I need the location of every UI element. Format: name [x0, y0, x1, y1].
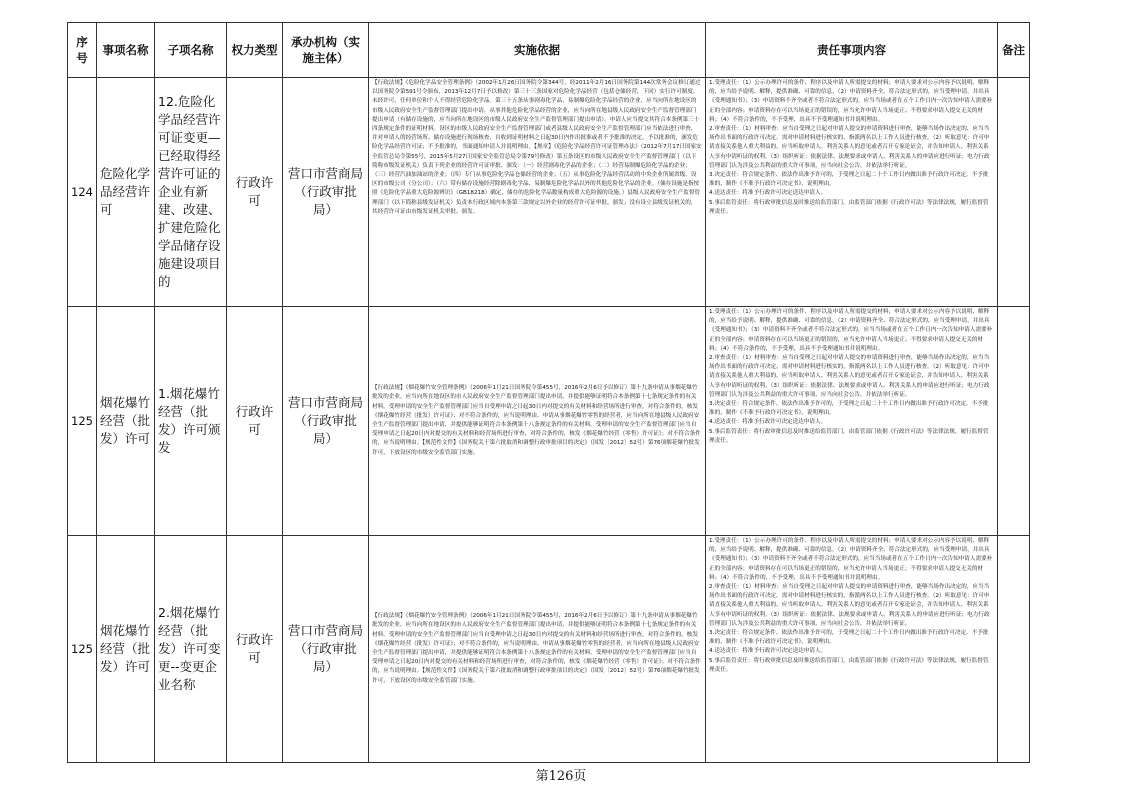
header-power-type: 权力类型: [227, 23, 283, 78]
resp-text: 1.受理责任：（1）公示办理许可的条件、程序以及申请人所需提交的材料；申请人要求对公示内容予以说明、解释的，应当给予说明、解释，提供准确、可靠的信息。（2）申请资料齐全、符合法定形式的，应当受理申请，并出具《受理通知书》；（3）申请资料不齐全或者不符合法定形式的，应当当场或者在五个工作日内一次告知申请人需要补正的全部内容；申请资料存在可以当场更正的错误的，应当允许申请人当场更正；不得要求申请人提交无关的材料；（4）不符合条件的，不予受理，出具不予受理通知书并说明理由。 2.审查责任：（1）材料审查：应当自受理之日起对申请人提交的申请资料进行审查，能够当场作出决定的，应当当场作出书面的行政许可决定。需对申请材料进行核实的，指派两名以上工作人员进行核查。（2）听取意见：许可申请直接关系他人重大利益的，应当听取申请人、利害关系人的意见或者召开专家论证会，并告知申请人、利害关系人享有申请听证的权利。（3）组织听证：依据法律、法规要求或申请人、利害关系人的申请应进行听证；电力行政管理部门认为涉及公共利益的重大许可事项，应当向社会公告，并依法举行听证。 3.决定责任：符合规定条件、依法作出准予许可的，于受理之日起二十个工作日内做出准予行政许可决定。不予批准的，制作《不准予行政许可决定书》，说明理由。 4.送达责任：将准予行政许可决定送达申请人。 5.事后监管责任：将行政审批信息及时推送给监管部门，由监管部门依据《行政许可法》等法律法规，履行监督管理责任。: [709, 80, 993, 215]
cell-seq: 124: [68, 78, 97, 307]
basis-text: 【行政法规】《危险化学品安全管理条例》（2002年1月26日国务院令第344号，经2011年2月16日国务院第144次常务会议修订通过以国务院令第591号令颁布，2013年12月7日予以修改）第三十三条国家对危险化学品经营（包括仓储经营，下同）实行许可制度。未经许可，任何单位和个人不得经营危险化学品。第三十五条从事剧毒化学品、易制爆危险化学品经营的企业，应当向所在地设区的市级人民政府安全生产监督管理部门提出申请，从事其他危险化学品经营的企业，应当向所在地县级人民政府安全生产监督管理部门提出申请（有储存设施的，应当向所在地设区的市级人民政府安全生产监督管理部门提出申请）。申请人应当提交其符合本条例第三十四条规定条件的证明材料。设区的市级人民政府安全生产监督管理部门或者县级人民政府安全生产监督管理部门应当依法进行审查，并对申请人的经营场所、储存设施进行现场核查，自收到证明材料之日起30日内作出批准或者不予批准的决定。予以批准的，颁发危险化学品经营许可证；不予批准的，书面通知申请人并说明理由。【规章】《危险化学品经营许可证管理办法》（2012年7月17日国家安全监管总局令第55号，2015年5月27日国家安全监管总局令第79号修改）第五条设区的市级人民政府安全生产监督管理部门（以下简称市级发证机关）负责下列企业的经营许可证审批、颁发：（一）经营剧毒化学品的企业；（二）经营易制爆危险化学品的企业；（三）经营汽油加油站的企业；（四）专门从事危险化学品仓储经营的企业；（五）从事危险化学品经营活动的中央企业所属省级、设区的市级公司（分公司）；（六）带有储存设施经营除剧毒化学品、易制爆危险化学品以外的其他危险化学品的企业。（储存设施是指按照《危险化学品重大危险源辨识》（GB18218）确定，储存的危险化学品数量构成重大危险源的设施。）县级人民政府安全生产监督管理部门（以下简称县级发证机关）负责本行政区域内本条第三款规定以外企业的经营许可证审批、颁发；没有设立县级发证机关的，其经营许可证由市级发证机关审批、颁发。: [372, 80, 702, 215]
table-row: [68, 307, 1030, 536]
cell-power-type: 行政许可: [227, 307, 283, 536]
cell-resp: [706, 536, 998, 763]
cell-item-name: 烟花爆竹经营（批发）许可: [97, 536, 155, 763]
resp-text: 1.受理责任：（1）公示办理许可的条件、程序以及申请人所需提交的材料；申请人要求对公示内容予以说明、解释的，应当给予说明、解释，提供准确、可靠的信息。（2）申请资料齐全、符合法定形式的，应当受理申请，并出具《受理通知书》；（3）申请资料不齐全或者不符合法定形式的，应当当场或者在五个工作日内一次告知申请人需要补正的全部内容；申请资料存在可以当场更正的错误的，应当允许申请人当场更正；不得要求申请人提交无关的材料；（4）不符合条件的，不予受理，出具不予受理通知书并说明理由。 2.审查责任：（1）材料审查：应当自受理之日起对申请人提交的申请资料进行审查，能够当场作出决定的，应当当场作出书面的行政许可决定。需对申请材料进行核实的，指派两名以上工作人员进行核查。（2）听取意见：许可申请直接关系他人重大利益的，应当听取申请人、利害关系人的意见或者召开专家论证会，并告知申请人、利害关系人享有申请听证的权利。（3）组织听证：依据法律、法规要求或申请人、利害关系人的申请应进行听证；电力行政管理部门认为涉及公共利益的重大许可事项，应当向社会公告，并依法举行听证。 3.决定责任：符合规定条件、依法作出准予许可的，于受理之日起二十个工作日内做出准予行政许可决定。不予批准的，制作《不准予行政许可决定书》，说明理由。 4.送达责任：将准予行政许可决定送达申请人。 5.事后监管责任：将行政审批信息及时推送给监管部门，由监管部门依据《行政许可法》等法律法规，履行监督管理责任。: [709, 538, 993, 673]
table-header-row: [68, 23, 1030, 78]
cell-seq: 125: [68, 536, 97, 763]
cell-note: [998, 536, 1030, 763]
header-basis: 实施依据: [369, 23, 706, 78]
table-row: [68, 78, 1030, 307]
cell-sub-name: 2.烟花爆竹经营（批发）许可变更--变更企业名称: [155, 536, 227, 763]
header-org: 承办机构（实施主体）: [283, 23, 369, 78]
cell-org: 营口市营商局（行政审批局）: [283, 536, 369, 763]
page-number: 第126页: [535, 769, 587, 784]
cell-item-name: 危险化学品经营许可: [97, 78, 155, 307]
resp-text: 1.受理责任：（1）公示办理许可的条件、程序以及申请人所需提交的材料；申请人要求对公示内容予以说明、解释的，应当给予说明、解释，提供准确、可靠的信息。（2）申请资料齐全、符合法定形式的，应当受理申请，并出具《受理通知书》；（3）申请资料不齐全或者不符合法定形式的，应当当场或者在五个工作日内一次告知申请人需要补正的全部内容；申请资料存在可以当场更正的错误的，应当允许申请人当场更正；不得要求申请人提交无关的材料；（4）不符合条件的，不予受理，出具不予受理通知书并说明理由。 2.审查责任：（1）材料审查：应当自受理之日起对申请人提交的申请资料进行审查，能够当场作出决定的，应当当场作出书面的行政许可决定。需对申请材料进行核实的，指派两名以上工作人员进行核查。（2）听取意见：许可申请直接关系他人重大利益的，应当听取申请人、利害关系人的意见或者召开专家论证会，并告知申请人、利害关系人享有申请听证的权利。（3）组织听证：依据法律、法规要求或申请人、利害关系人的申请应进行听证；电力行政管理部门认为涉及公共利益的重大许可事项，应当向社会公告，并依法举行听证。 3.决定责任：符合规定条件、依法作出准予许可的，于受理之日起二十个工作日内做出准予行政许可决定。不予批准的，制作《不准予行政许可决定书》，说明理由。 4.送达责任：将准予行政许可决定送达申请人。 5.事后监管责任：将行政审批信息及时推送给监管部门，由监管部门依据《行政许可法》等法律法规，履行监督管理责任。: [709, 309, 993, 444]
header-sub-name: 子项名称: [155, 23, 227, 78]
header-item-name: 事项名称: [97, 23, 155, 78]
cell-note: [998, 307, 1030, 536]
cell-item-name: 烟花爆竹经营（批发）许可: [97, 307, 155, 536]
header-note: 备注: [998, 23, 1030, 78]
cell-org: 营口市营商局（行政审批局）: [283, 307, 369, 536]
cell-note: [998, 78, 1030, 307]
cell-org: 营口市营商局（行政审批局）: [283, 78, 369, 307]
cell-seq: 125: [68, 307, 97, 536]
basis-text: 【行政法规】《烟花爆竹安全管理条例》（2006年1月21日国务院令第455号，2016年2月6日予以修订）第十九条申请从事烟花爆竹批发的企业，应当向所在地设区的市人民政府安全生产监督管理部门提出申请，并提供能够证明符合本条例第十七条规定条件的有关材料。受理申请的安全生产监督管理部门应当自受理申请之日起30日内对提交的有关材料和经营场所进行审查，对符合条件的，核发《烟花爆竹经营（批发）许可证》；对不符合条件的，应当说明理由。申请从事烟花爆竹零售的经营者，应当向所在地县级人民政府安全生产监督管理部门提出申请，并提供能够证明符合本条例第十八条规定条件的有关材料。受理申请的安全生产监督管理部门应当自受理申请之日起20日内对提交的有关材料和经营场所进行审查，对符合条件的，核发《烟花爆竹经营（零售）许可证》；对不符合条件的，应当说明理由。【规范性文件】《国务院关于第六批取消和调整行政审批项目的决定》（国发〔2012〕52号）第76项烟花爆竹批发许可，下放设区的市级安全监管部门实施。: [372, 385, 701, 456]
cell-power-type: 行政许可: [227, 536, 283, 763]
header-seq: 序号: [68, 23, 97, 78]
cell-basis: [369, 78, 706, 307]
cell-resp: [706, 78, 998, 307]
cell-resp: [706, 307, 998, 536]
cell-basis: [369, 307, 706, 536]
cell-basis: [369, 536, 706, 763]
table-row: [68, 536, 1030, 763]
cell-sub-name: 12.危险化学品经营许可证变更—已经取得经营许可证的企业有新建、改建、扩建危险化学品储存设施建设项目的: [155, 78, 227, 307]
power-list-table-page: [67, 22, 1029, 763]
basis-text: 【行政法规】《烟花爆竹安全管理条例》（2006年1月21日国务院令第455号，2016年2月6日予以修订）第十九条申请从事烟花爆竹批发的企业，应当向所在地设区的市人民政府安全生产监督管理部门提出申请，并提供能够证明符合本条例第十七条规定条件的有关材料。受理申请的安全生产监督管理部门应当自受理申请之日起30日内对提交的有关材料和经营场所进行审查，对符合条件的，核发《烟花爆竹经营（批发）许可证》；对不符合条件的，应当说明理由。申请从事烟花爆竹零售的经营者，应当向所在地县级人民政府安全生产监督管理部门提出申请，并提供能够证明符合本条例第十八条规定条件的有关材料。受理申请的安全生产监督管理部门应当自受理申请之日起20日内对提交的有关材料和经营场所进行审查，对符合条件的，核发《烟花爆竹经营（零售）许可证》；对不符合条件的，应当说明理由。【规范性文件】《国务院关于第六批取消和调整行政审批项目的决定》（国发〔2012〕52号）第76项烟花爆竹批发许可，下放设区的市级安全监管部门实施。: [372, 613, 701, 684]
power-list-table: [67, 22, 1030, 763]
cell-power-type: 行政许可: [227, 78, 283, 307]
header-resp: 责任事项内容: [706, 23, 998, 78]
cell-sub-name: 1.烟花爆竹经营（批发）许可颁发: [155, 307, 227, 536]
